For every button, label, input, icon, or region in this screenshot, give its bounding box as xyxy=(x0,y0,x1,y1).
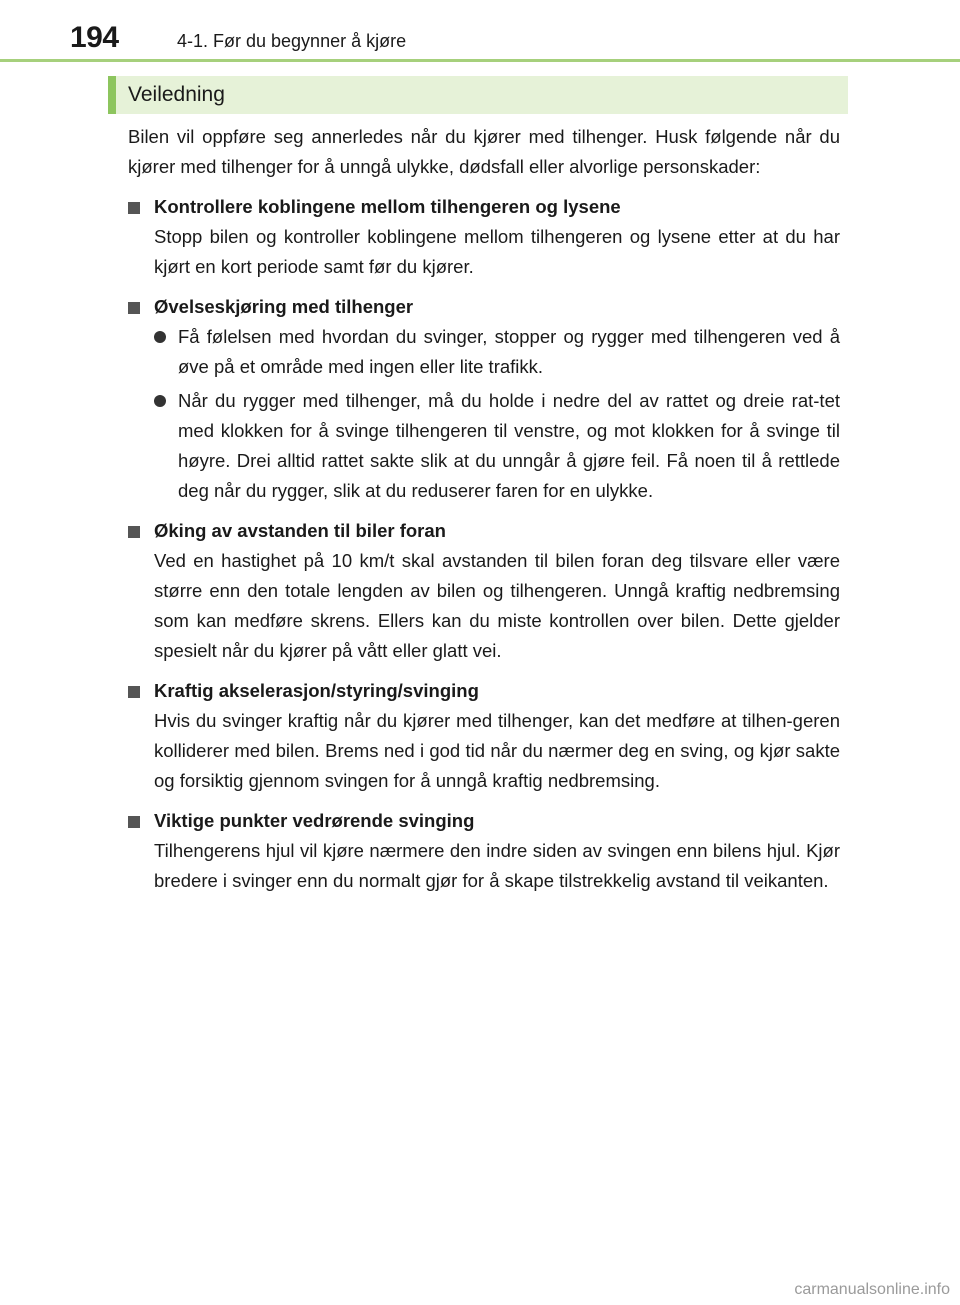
round-bullet-icon xyxy=(154,331,166,343)
item-heading-text: Viktige punkter vedrørende svinging xyxy=(154,810,475,831)
page-number: 194 xyxy=(70,21,119,54)
watermark: carmanualsonline.info xyxy=(794,1281,950,1298)
bullet-text: Når du rygger med tilhenger, må du holde i nedre del av rattet og dreie rat-tet med klokken for å svinge tilhengeren til venstre, og mot klokken for å svinge til høyre. Drei alltid rattet sakte slik at du unngår å gjøre feil. Få noen til å rettlede deg når du rygger, slik at du reduserer faren for en ulykke. xyxy=(178,390,840,501)
item-text: Stopp bilen og kontroller koblingene mellom tilhengeren og lysene etter at du har kjørt en kort periode samt før du kjører. xyxy=(154,226,840,277)
item-heading-text: Kraftig akselerasjon/styring/svinging xyxy=(154,680,479,701)
item-heading-text: Øvelseskjøring med tilhenger xyxy=(154,296,414,317)
item-text: Tilhengerens hjul vil kjøre nærmere den indre siden av svingen enn bilens hjul. Kjør bredere i svinger enn du normalt gjør for å skape tilstrekkelig avstand til veikanten. xyxy=(154,840,840,891)
item-heading xyxy=(128,192,840,222)
chapter-title: 4-1. Før du begynner å kjøre xyxy=(177,31,407,51)
item-text: Ved en hastighet på 10 km/t skal avstanden til bilen foran deg tilsvare eller være større enn den totale lengden av bilen og tilhengeren. Unngå kraftig nedbremsing som kan medføre skrens. Ellers kan du miste kontrollen over bilen. Dette gjelder spesielt når du kjører på vått eller glatt vei. xyxy=(154,550,840,661)
bullet-item xyxy=(128,322,840,382)
item-text: Hvis du svinger kraftig når du kjører med tilhenger, kan det medføre at tilhen-geren kolliderer med bilen. Brems ned i god tid når du nærmer deg en sving, og kjør sakte og forsiktig gjennom svingen for å unngå kraftig nedbremsing. xyxy=(154,710,840,791)
item-heading xyxy=(128,292,840,322)
section-title: Veiledning xyxy=(128,83,225,106)
page-header xyxy=(70,18,960,58)
square-bullet-icon xyxy=(128,526,140,538)
square-bullet-icon xyxy=(128,686,140,698)
round-bullet-icon xyxy=(154,395,166,407)
item-heading xyxy=(128,676,840,706)
item-heading xyxy=(128,516,840,546)
square-bullet-icon xyxy=(128,302,140,314)
header-divider xyxy=(0,59,960,62)
item-heading-text: Kontrollere koblingene mellom tilhengeren og lysene xyxy=(154,196,621,217)
square-bullet-icon xyxy=(128,816,140,828)
bullet-item xyxy=(128,386,840,506)
content xyxy=(128,122,840,906)
intro-paragraph: Bilen vil oppføre seg annerledes når du kjører med tilhenger. Husk følgende når du kjører med tilhenger for å unngå ulykke, dødsfall eller alvorlige personskader: xyxy=(128,126,840,177)
square-bullet-icon xyxy=(128,202,140,214)
section-header xyxy=(108,76,848,114)
bullet-text: Få følelsen med hvordan du svinger, stopper og rygger med tilhengeren ved å øve på et område med ingen eller lite trafikk. xyxy=(178,326,840,377)
item-heading xyxy=(128,806,840,836)
item-heading-text: Øking av avstanden til biler foran xyxy=(154,520,446,541)
